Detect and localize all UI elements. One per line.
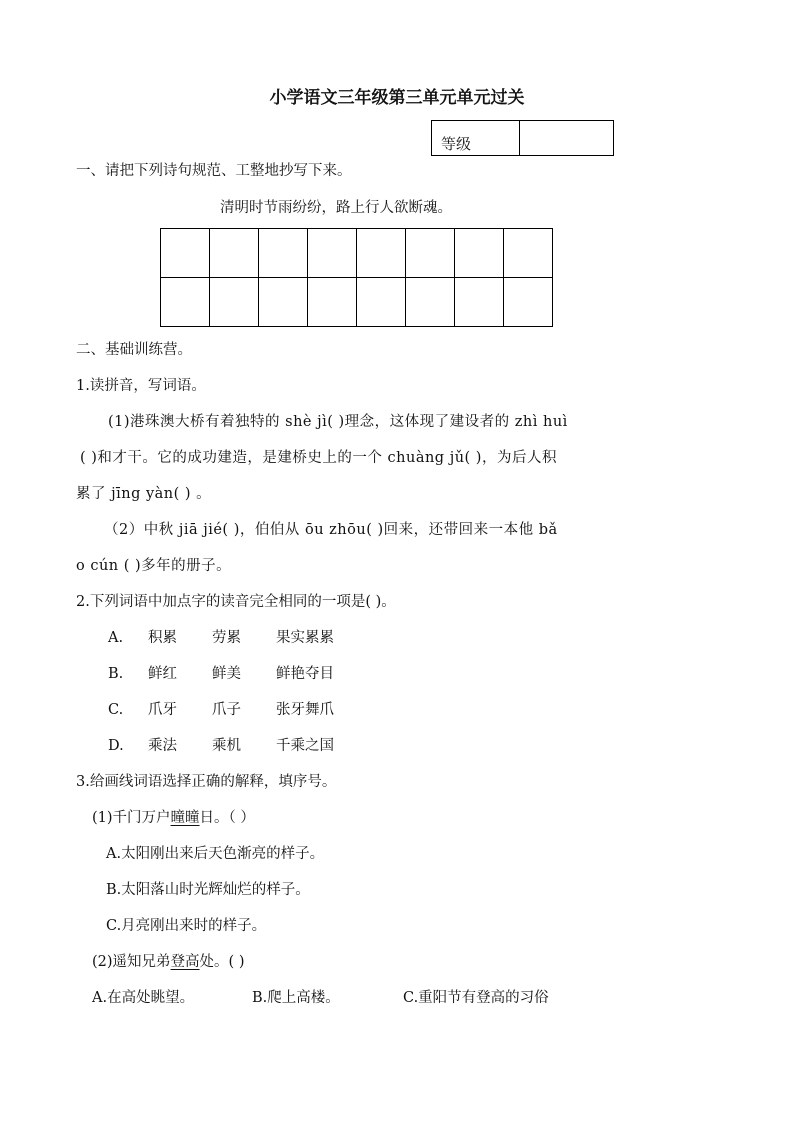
grid-cell[interactable]	[504, 229, 553, 278]
q1-title: 1.读拼音，写词语。	[76, 378, 206, 394]
option-word: 爪子	[212, 702, 241, 718]
grid-cell[interactable]	[406, 278, 455, 327]
grid-cell[interactable]	[357, 278, 406, 327]
q3-part1	[92, 811, 255, 826]
grid-cell[interactable]	[308, 278, 357, 327]
q3-p1-option-a[interactable]: A.太阳刚出来后天色渐亮的样子。	[106, 846, 325, 862]
option-word: 鲜红	[148, 666, 177, 682]
grid-cell[interactable]	[210, 229, 259, 278]
option-word: 爪牙	[148, 702, 177, 718]
q1-line: (1)港珠澳大桥有着独特的 shè jì( )理念，这体现了建设者的 zhì huì	[108, 414, 568, 430]
option-word: 乘机	[212, 738, 241, 754]
grid-cell[interactable]	[259, 229, 308, 278]
q1-line: o cún ( )多年的册子。	[76, 558, 232, 574]
q3-p2-option-a[interactable]: A.在高处眺望。	[92, 990, 195, 1006]
underlined-word: 登高	[170, 954, 200, 970]
q3-part2-post: 处。( )	[199, 954, 245, 970]
option-word: 张牙舞爪	[276, 702, 334, 718]
grid-cell[interactable]	[161, 278, 210, 327]
grid-cell[interactable]	[504, 278, 553, 327]
q3-part2-pre: (2)遥知兄弟	[92, 954, 171, 970]
grid-cell[interactable]	[308, 229, 357, 278]
grid-cell[interactable]	[161, 229, 210, 278]
grid-cell[interactable]	[406, 229, 455, 278]
option-word: 乘法	[148, 738, 177, 754]
q2-title: 2.下列词语中加点字的读音完全相同的一项是( )。	[76, 594, 396, 610]
grid-cell[interactable]	[455, 278, 504, 327]
poem-line: 清明时节雨纷纷，路上行人欲断魂。	[220, 200, 452, 216]
q1-line: （2）中秋 jiā jié( )，伯伯从 ōu zhōu( )回来，还带回来一本他 bǎ	[104, 522, 558, 538]
copy-grid	[160, 228, 553, 327]
q1-line: ( )和才干。它的成功建造，是建桥史上的一个 chuàng jǔ( )，为后人积	[80, 450, 557, 466]
q3-part1-post: 日。（ ）	[199, 810, 255, 826]
option-letter: D.	[108, 738, 124, 754]
option-word: 鲜艳夺目	[276, 666, 334, 682]
option-word: 果实累累	[276, 630, 334, 646]
q3-part1-pre: (1)千门万户	[92, 810, 171, 826]
q3-p2-option-c[interactable]: C.重阳节有登高的习俗	[403, 990, 549, 1006]
q3-title: 3.给画线词语选择正确的解释，填序号。	[76, 774, 337, 790]
option-letter: B.	[108, 666, 124, 682]
option-word: 劳累	[212, 630, 241, 646]
grid-cell[interactable]	[259, 278, 308, 327]
grid-cell[interactable]	[210, 278, 259, 327]
option-letter: C.	[108, 702, 124, 718]
option-letter: A.	[108, 630, 124, 646]
q3-part2	[92, 955, 244, 970]
q3-p1-option-c[interactable]: C.月亮刚出来时的样子。	[106, 918, 267, 934]
grade-label: 等级	[432, 121, 520, 155]
section2-heading: 二、基础训练营。	[76, 342, 192, 358]
grid-cell[interactable]	[357, 229, 406, 278]
q3-p1-option-b[interactable]: B.太阳落山时光辉灿烂的样子。	[106, 882, 310, 898]
page-title: 小学语文三年级第三单元单元过关	[269, 88, 525, 108]
option-word: 鲜美	[212, 666, 241, 682]
grid-cell[interactable]	[455, 229, 504, 278]
underlined-word: 曈曈	[170, 810, 200, 826]
section1-heading: 一、请把下列诗句规范、工整地抄写下来。	[76, 163, 352, 179]
q1-line: 累了 jīng yàn( ) 。	[76, 486, 212, 502]
option-word: 积累	[148, 630, 177, 646]
grade-box	[431, 120, 614, 156]
q3-p2-option-b[interactable]: B.爬上高楼。	[252, 990, 340, 1006]
option-word: 千乘之国	[276, 738, 334, 754]
grade-value-field[interactable]	[520, 121, 613, 155]
